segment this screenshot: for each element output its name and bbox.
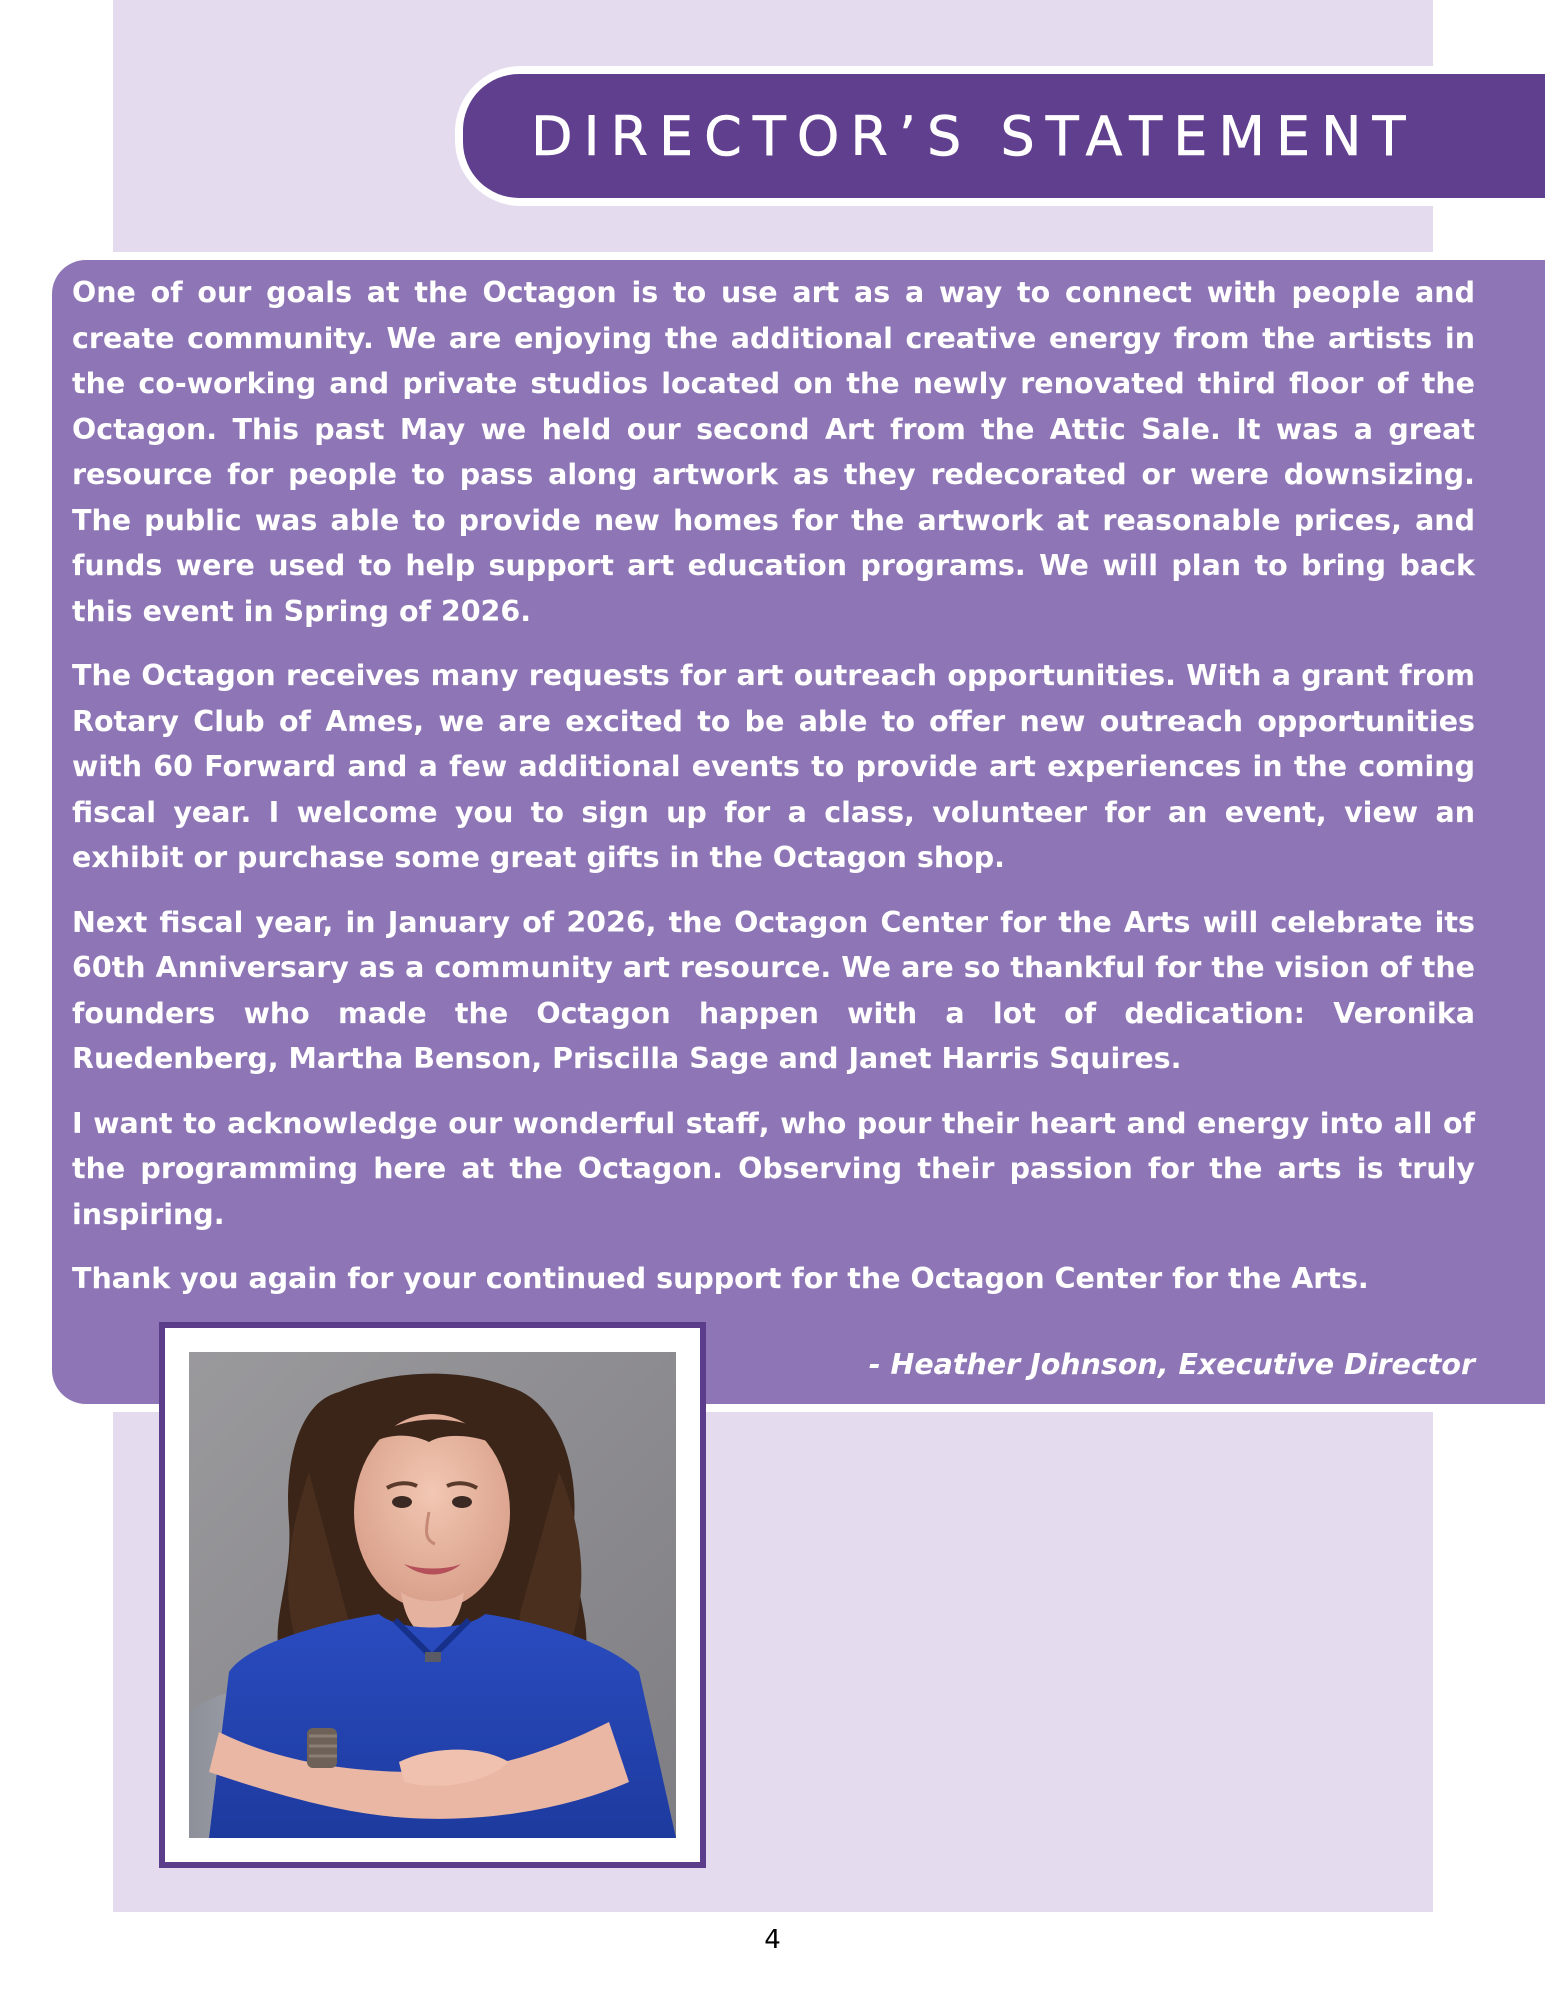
statement-paragraph-2: The Octagon receives many requests for art outreach opportunities. With a grant from Rotary Club of Ames, we are excited to be able to offer new outreach opportunities with 60 Forward and a few additional events to provide art experiences in the coming fiscal year. I welcome you to sign up for a class, volunteer for an event, view an exhibit or purchase some great gifts in the Octagon shop. [72, 659, 1475, 874]
page-title: DIRECTOR’S STATEMENT [531, 104, 1417, 168]
director-photo-mat [165, 1328, 700, 1862]
statement-body [72, 270, 1475, 1321]
statement-paragraph-1: One of our goals at the Octagon is to use art as a way to connect with people and create community. We are enjoying the additional creative energy from the artists in the co-working and private studios located on the newly renovated third floor of the Octagon. This past May we held our second Art from the Attic Sale. It was a great resource for people to pass along artwork as they redecorated or were downsizing. The public was able to provide new homes for the artwork at reasonable prices, and funds were used to help support art education programs. We will plan to bring back this event in Spring of 2026. [72, 276, 1475, 628]
portrait-illustration [189, 1352, 676, 1838]
director-signature: - Heather Johnson, Executive Director [868, 1348, 1475, 1381]
statement-paragraph-3: Next fiscal year, in January of 2026, the Octagon Center for the Arts will celebrate its 60th Anniversary as a community art resource. We are so thankful for the vision of the founders who made the Octagon happen with a lot of dedication: Veronika Ruedenberg, Martha Benson, Priscilla Sage and Janet Harris Squires. [72, 905, 1475, 1075]
page-number: 4 [764, 1925, 781, 1955]
title-bar [463, 74, 1545, 198]
statement-paragraph-5: Thank you again for your continued support for the Octagon Center for the Arts. [72, 1262, 1369, 1295]
title-banner [455, 66, 1545, 206]
statement-paragraph-4: I want to acknowledge our wonderful staff, who pour their heart and energy into all of the programming here at the Octagon. Observing their passion for the arts is truly inspiring. [72, 1106, 1475, 1231]
director-photo-frame [159, 1322, 706, 1868]
director-portrait-photo [189, 1352, 676, 1838]
